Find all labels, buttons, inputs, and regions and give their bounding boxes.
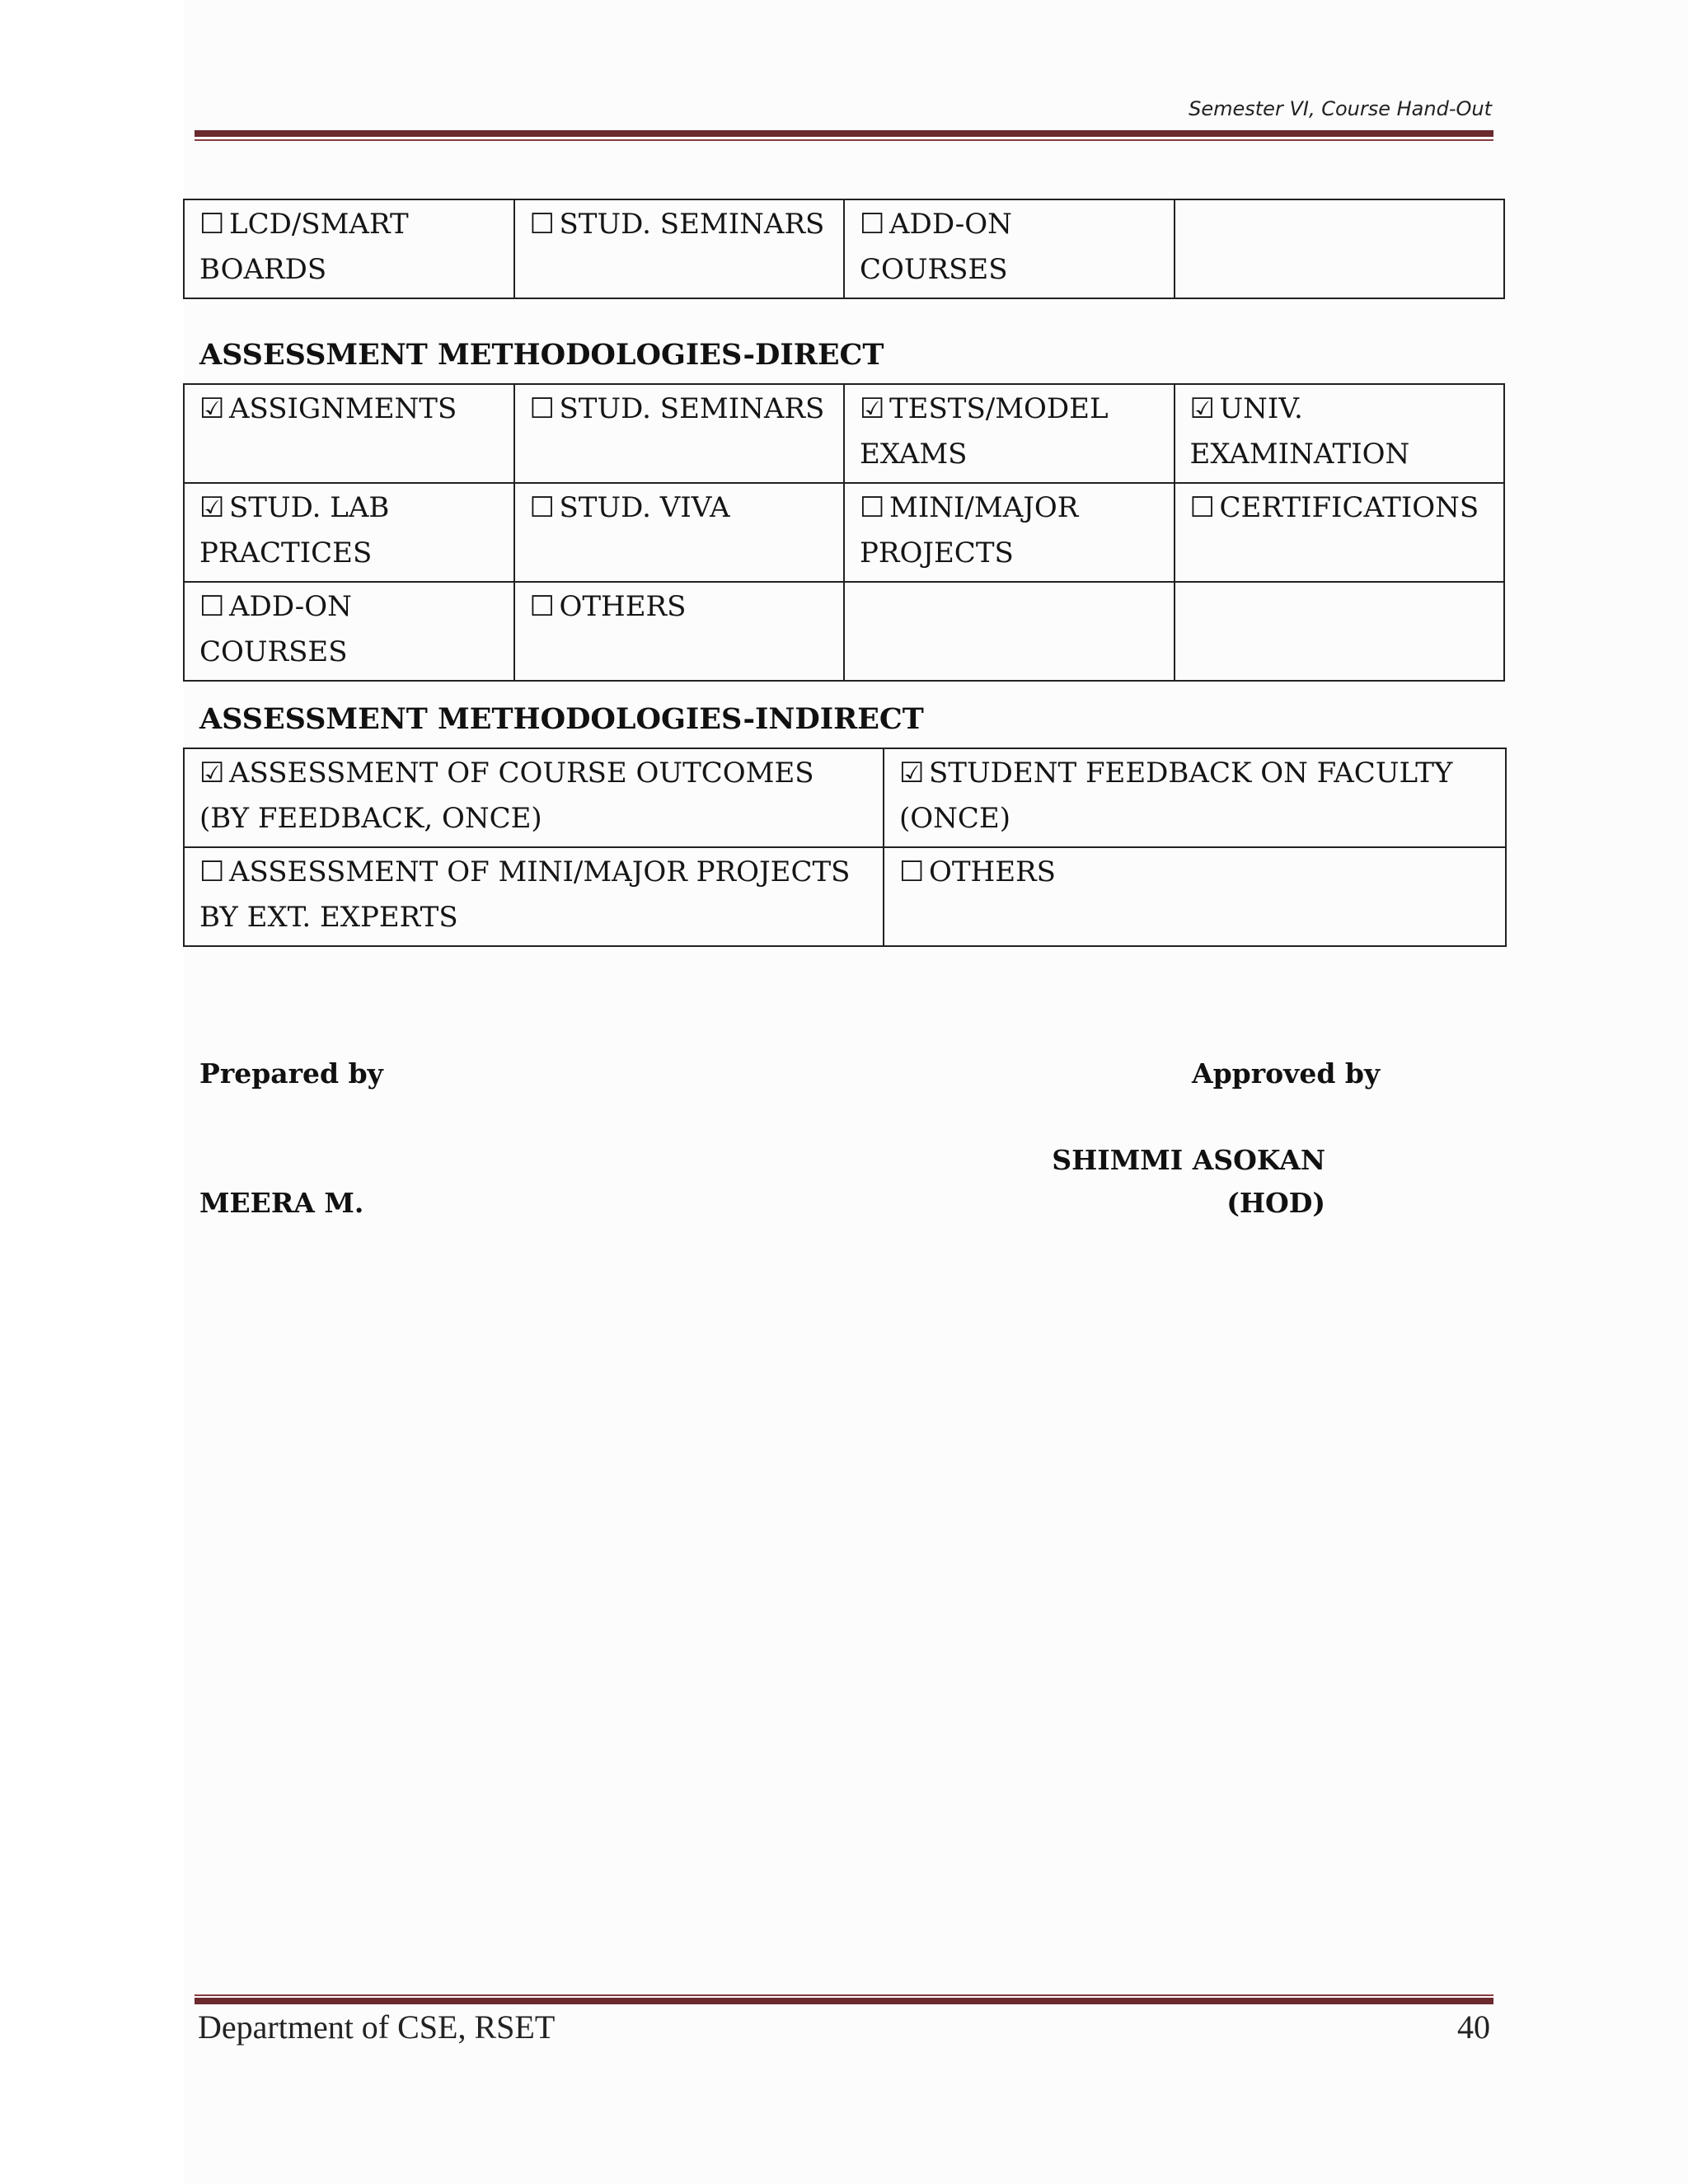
page-sheet: [184, 0, 1688, 2184]
table-cell: [514, 199, 845, 298]
table-row: [184, 748, 1506, 847]
checkbox-icon: ☑: [899, 757, 925, 790]
table-cell: [884, 847, 1506, 946]
cell-label: OTHERS: [559, 590, 687, 623]
cell-label: ADD-ON COURSES: [860, 208, 1012, 286]
table-cell: [1175, 384, 1505, 483]
table-cell: [184, 483, 514, 582]
cell-label: STUDENT FEEDBACK ON FACULTY (ONCE): [899, 757, 1453, 835]
checkbox-icon: ☐: [199, 208, 225, 241]
approved-by-label: Approved by: [1192, 1057, 1381, 1090]
table-cell: [514, 384, 845, 483]
table-cell: [844, 582, 1175, 681]
table-cell: [844, 384, 1175, 483]
cell-label: ADD-ON COURSES: [199, 590, 352, 668]
checkbox-icon: ☐: [529, 491, 555, 524]
cell-label: ASSIGNMENTS: [229, 392, 457, 425]
checkbox-icon: ☑: [860, 392, 885, 425]
cell-label: MINI/MAJOR PROJECTS: [860, 491, 1079, 569]
page-number: 40: [1457, 2008, 1490, 2046]
direct-assessment-table: [183, 383, 1505, 682]
cell-label: UNIV. EXAMINATION: [1189, 392, 1410, 471]
cell-label: TESTS/MODEL EXAMS: [860, 392, 1109, 471]
table-cell: [514, 483, 845, 582]
checkbox-icon: ☐: [860, 491, 885, 524]
cell-label: OTHERS: [929, 855, 1056, 888]
indirect-assessment-table: [183, 748, 1505, 947]
table-cell: [184, 847, 884, 946]
table-cell: [844, 483, 1175, 582]
table-cell: [1175, 199, 1505, 298]
prepared-by-label: Prepared by: [199, 1057, 383, 1090]
table-cell: [514, 582, 845, 681]
footer-rule-thin: [195, 1994, 1493, 1996]
approved-by-name: SHIMMI ASOKAN: [1052, 1144, 1325, 1176]
cell-label: STUD. SEMINARS: [559, 392, 825, 425]
table-row: [184, 847, 1506, 946]
table-cell: [184, 199, 514, 298]
checkbox-icon: ☑: [1189, 392, 1215, 425]
table-row: [184, 199, 1504, 298]
header-title: Semester VI, Course Hand-Out: [1189, 97, 1492, 120]
table-cell: [184, 384, 514, 483]
table-cell: [1175, 582, 1505, 681]
footer-rule: [195, 1998, 1493, 2004]
table-row: [184, 483, 1504, 582]
indirect-section-title: ASSESSMENT METHODOLOGIES-INDIRECT: [199, 702, 924, 736]
cell-label: CERTIFICATIONS: [1219, 491, 1479, 524]
prepared-by-name: MEERA M.: [199, 1187, 364, 1219]
checkbox-icon: ☐: [1189, 491, 1215, 524]
checkbox-icon: ☐: [199, 855, 225, 888]
checkbox-icon: ☑: [199, 491, 225, 524]
table-row: [184, 582, 1504, 681]
footer-department: Department of CSE, RSET: [198, 2008, 556, 2046]
cell-label: STUD. VIVA: [559, 491, 730, 524]
cell-label: STUD. SEMINARS: [559, 208, 825, 241]
table-row: [184, 384, 1504, 483]
checkbox-icon: ☐: [529, 392, 555, 425]
checkbox-icon: ☑: [199, 757, 225, 790]
table-cell: [184, 748, 884, 847]
checkbox-icon: ☐: [529, 208, 555, 241]
cell-label: STUD. LAB PRACTICES: [199, 491, 390, 569]
cell-label: ASSESSMENT OF COURSE OUTCOMES (BY FEEDBACK, ONCE): [199, 757, 814, 835]
delivery-methods-table: [183, 199, 1505, 299]
checkbox-icon: ☑: [199, 392, 225, 425]
table-cell: [884, 748, 1506, 847]
header-rule: [195, 130, 1493, 137]
header-rule-thin: [195, 139, 1493, 141]
cell-label: ASSESSMENT OF MINI/MAJOR PROJECTS BY EXT. EXPERTS: [199, 855, 851, 934]
checkbox-icon: ☐: [529, 590, 555, 623]
approved-by-role: (HOD): [1226, 1187, 1325, 1219]
direct-section-title: ASSESSMENT METHODOLOGIES-DIRECT: [199, 338, 884, 372]
cell-label: LCD/SMART BOARDS: [199, 208, 409, 286]
checkbox-icon: ☐: [899, 855, 925, 888]
checkbox-icon: ☐: [199, 590, 225, 623]
table-cell: [1175, 483, 1505, 582]
table-cell: [844, 199, 1175, 298]
checkbox-icon: ☐: [860, 208, 885, 241]
table-cell: [184, 582, 514, 681]
